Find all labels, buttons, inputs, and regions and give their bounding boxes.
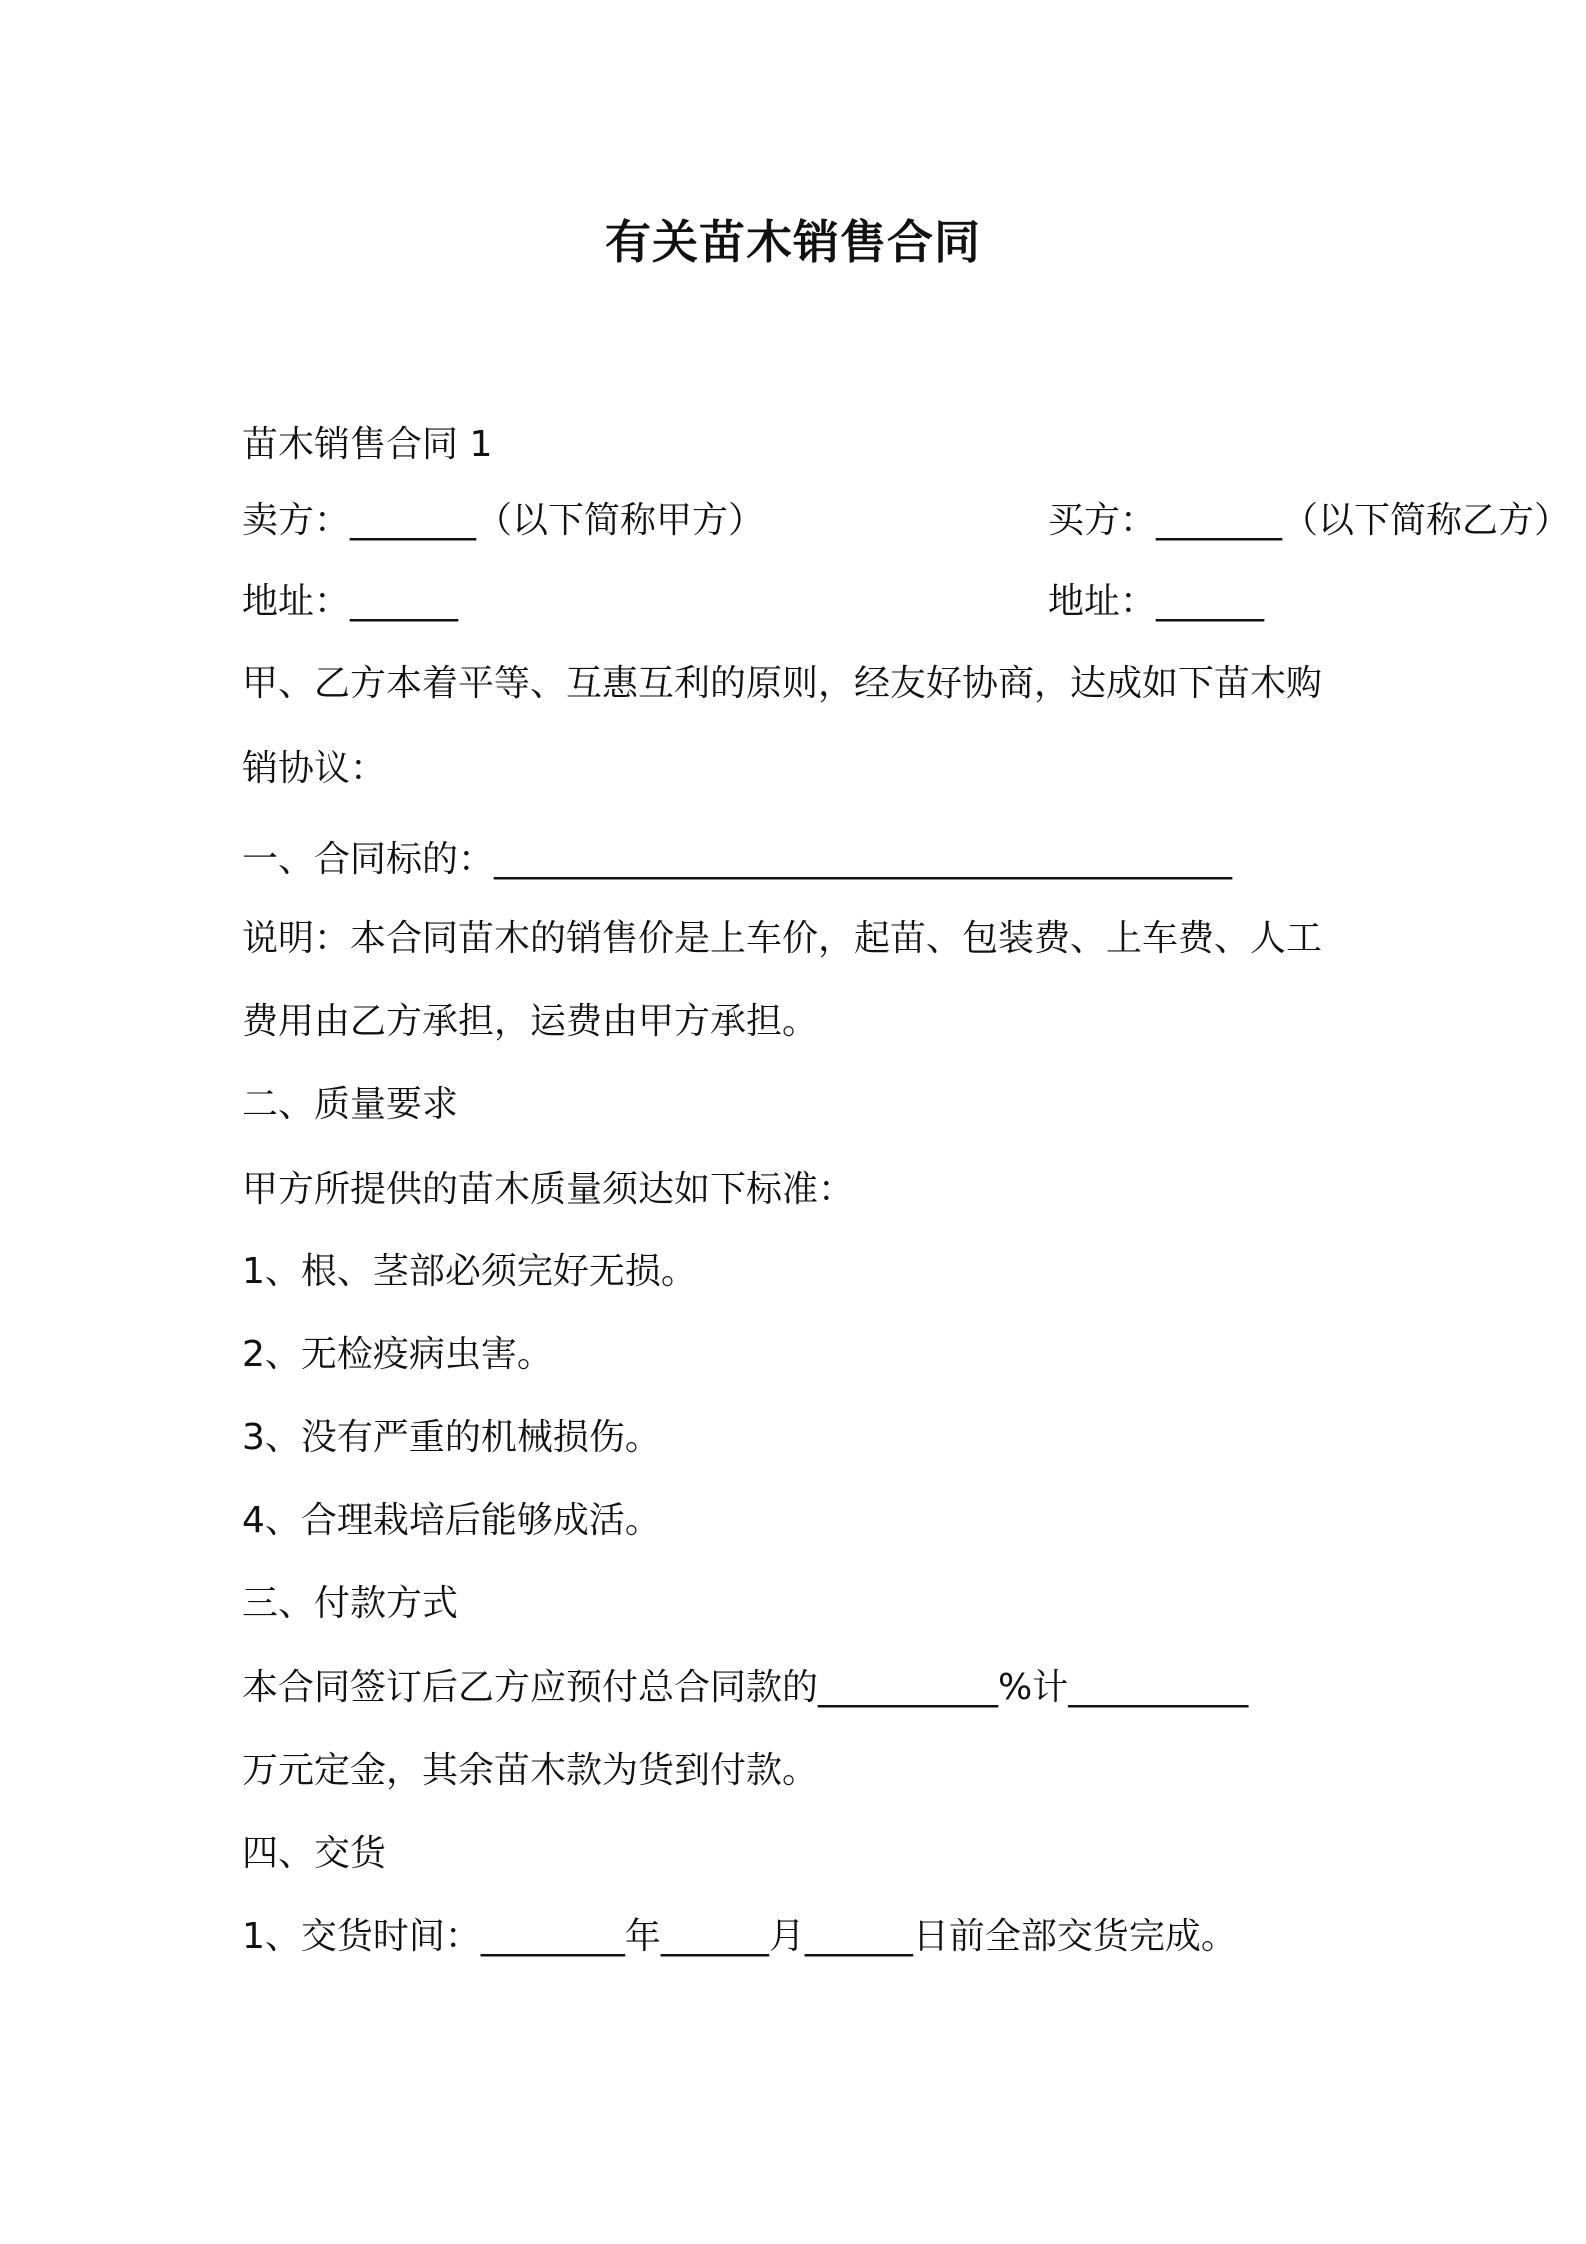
payment-line-1: 本合同签订后乙方应预付总合同款的__________%计__________ [242, 1667, 1249, 1708]
section-3-heading: 三、付款方式 [242, 1583, 459, 1624]
parties-row [242, 497, 1571, 545]
buyer-address-field: 地址：______ [1048, 581, 1265, 622]
quality-item-3: 3、没有严重的机械损伤。 [242, 1417, 661, 1458]
seller-field: 卖方：_______（以下简称甲方） [242, 500, 765, 541]
buyer-field: 买方：_______（以下简称乙方） [1048, 500, 1571, 541]
payment-line-2: 万元定金，其余苗木款为货到付款。 [242, 1750, 819, 1791]
contract-subtitle: 苗木销售合同 1 [242, 424, 493, 465]
section-1-heading: 一、合同标的：_________________________________________ [242, 839, 1233, 880]
section-1-note-line-2: 费用由乙方承担，运费由甲方承担。 [242, 1001, 819, 1042]
section-1-note-line-1: 说明：本合同苗木的销售价是上车价，起苗、包装费、上车费、人工 [242, 918, 1323, 959]
quality-item-4: 4、合理栽培后能够成活。 [242, 1500, 661, 1541]
address-row [242, 578, 1265, 626]
delivery-item-1: 1、交货时间：________年______月______日前全部交货完成。 [242, 1916, 1237, 1957]
quality-item-1: 1、根、茎部必须完好无损。 [242, 1251, 697, 1292]
intro-line-1: 甲、乙方本着平等、互惠互利的原则，经友好协商，达成如下苗木购 [242, 663, 1323, 704]
intro-line-2: 销协议： [242, 748, 387, 789]
section-2-heading: 二、质量要求 [242, 1084, 459, 1125]
section-4-heading: 四、交货 [242, 1833, 387, 1874]
document-title: 有关苗木销售合同 [605, 215, 981, 269]
quality-item-2: 2、无检疫病虫害。 [242, 1334, 553, 1375]
section-2-intro: 甲方所提供的苗木质量须达如下标准： [242, 1169, 855, 1210]
seller-address-field: 地址：______ [242, 581, 459, 622]
